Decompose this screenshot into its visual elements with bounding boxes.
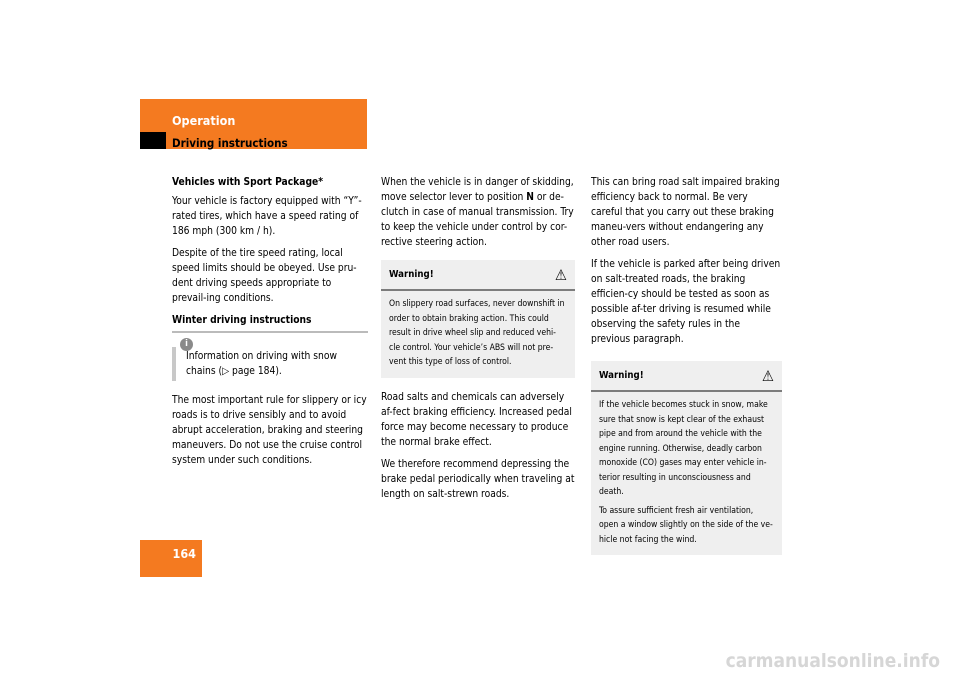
slippery-roads-text: The most important rule for slippery or icy roads is to drive sensibly and to avoid abrupt acceleration, braking and steering maneuvers. Do not use the cruise control system under such conditions. — [172, 395, 367, 466]
skidding-text-a: When the vehicle is in danger of skidding, move selector lever to position — [381, 177, 574, 203]
warning-header — [591, 361, 782, 392]
info-note — [172, 339, 368, 381]
page-number: 164 — [172, 546, 196, 561]
winter-driving-heading: Winter driving instructions — [172, 313, 368, 333]
column-2 — [381, 175, 575, 509]
parked-vehicle-text: If the vehicle is parked after being driven on salt-treated roads, the braking efficien-cy should be tested as soon as possible af-ter driving is resumed while observing the safety rules in the previous paragraph. — [591, 259, 781, 345]
warning-text-exhaust: If the vehicle becomes stuck in snow, make sure that snow is kept clear of the exhaust pipe and from around the vehicle with the engine running. Otherwise, deadly carbon monoxide (CO) gases may enter vehicle in-terior resulting in unconsciousness and death. — [599, 400, 768, 497]
watermark: carmanualsonline.info — [725, 650, 940, 672]
info-note-text: Information on driving with snow chains (▷ page 184). — [186, 351, 337, 377]
warning-title: Warning! — [599, 370, 644, 382]
warning-title: Warning! — [389, 269, 434, 281]
section-title: Driving instructions — [172, 136, 288, 150]
warning-triangle-icon: ⚠ — [554, 266, 567, 284]
sport-package-heading: Vehicles with Sport Package* — [172, 177, 324, 188]
warning-text-ventilation: To assure sufficient fresh air ventilation, open a window slightly on the side of the ve-hicle not facing the wind. — [599, 505, 773, 545]
page-number-tab — [140, 540, 202, 577]
column-1 — [172, 175, 368, 475]
warning-box-exhaust — [591, 361, 782, 555]
column-3 — [591, 175, 782, 567]
skidding-text — [381, 175, 575, 250]
header-marker — [140, 132, 166, 149]
warning-box-downshift — [381, 260, 575, 378]
chapter-title: Operation — [172, 113, 236, 128]
speed-limits-text: Despite of the tire speed rating, local speed limits should be obeyed. Use pru-dent driving speeds appropriate to prevail-ing conditions. — [172, 248, 357, 304]
brake-recommendation-text: We therefore recommend depressing the brake pedal periodically when traveling at length on salt-strewn roads. — [381, 458, 575, 500]
selector-position-n: N — [526, 192, 534, 203]
braking-efficiency-text: This can bring road salt impaired braking efficiency back to normal. Be very careful that you carry out these braking maneu-vers without endangering any other road users. — [591, 177, 780, 248]
info-icon: i — [180, 338, 193, 351]
sport-package-text: Your vehicle is factory equipped with “Y”-rated tires, which have a speed rating of 186 mph (300 km / h). — [172, 196, 362, 237]
road-salt-text: Road salts and chemicals can adversely af-fect braking efficiency. Increased pedal force may become necessary to produce the normal brake effect. — [381, 391, 572, 448]
warning-triangle-icon: ⚠ — [761, 367, 774, 385]
warning-header — [381, 260, 575, 291]
skidding-text-b: or de-clutch in case of manual transmission. Try to keep the vehicle under control by cor-rective steering action. — [381, 192, 574, 248]
warning-text: On slippery road surfaces, never downshift in order to obtain braking action. This could result in drive wheel slip and reduced vehi-cle control. Your vehicle’s ABS will not pre-vent this type of loss of control. — [389, 299, 565, 367]
